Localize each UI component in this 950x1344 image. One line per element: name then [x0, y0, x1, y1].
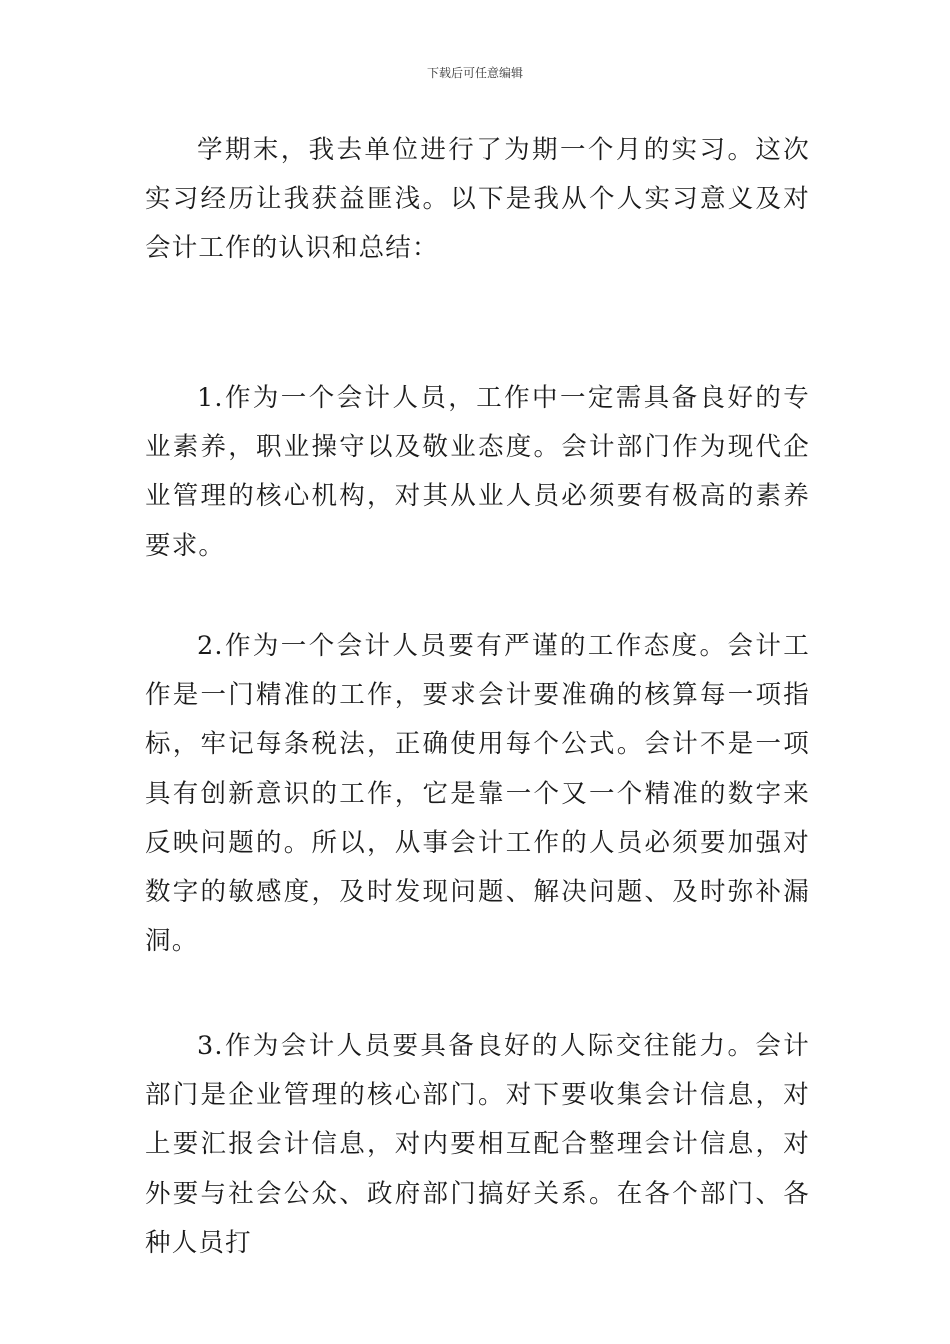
paragraph-point-1: 1.作为一个会计人员，工作中一定需具备良好的专业素养，职业操守以及敬业态度。会计部门作为现代企业管理的核心机构，对其从业人员必须要有极高的素养要求。 [145, 383, 810, 561]
page-header: 下载后可任意编辑 [426, 66, 523, 80]
paragraph-point-2: 2.作为一个会计人员要有严谨的工作态度。会计工作是一门精准的工作，要求会计要准确的核算每一项指标，牢记每条税法，正确使用每个公式。会计不是一项具有创新意识的工作，它是靠一个又一个精准的数字来反映问题的。所以，从事会计工作的人员必须要加强对数字的敏感度，及时发现问题、解决问题、及时弥补漏洞。 [145, 631, 810, 957]
paragraph-point-3: 3.作为会计人员要具备良好的人际交往能力。会计部门是企业管理的核心部门。对下要收集会计信息，对上要汇报会计信息，对内要相互配合整理会计信息，对外要与社会公众、政府部门搞好关系。在各个部门、各种人员打 [145, 1031, 810, 1258]
paragraph-intro: 学期末，我去单位进行了为期一个月的实习。这次实习经历让我获益匪浅。以下是我从个人实习意义及对会计工作的认识和总结： [145, 135, 810, 264]
